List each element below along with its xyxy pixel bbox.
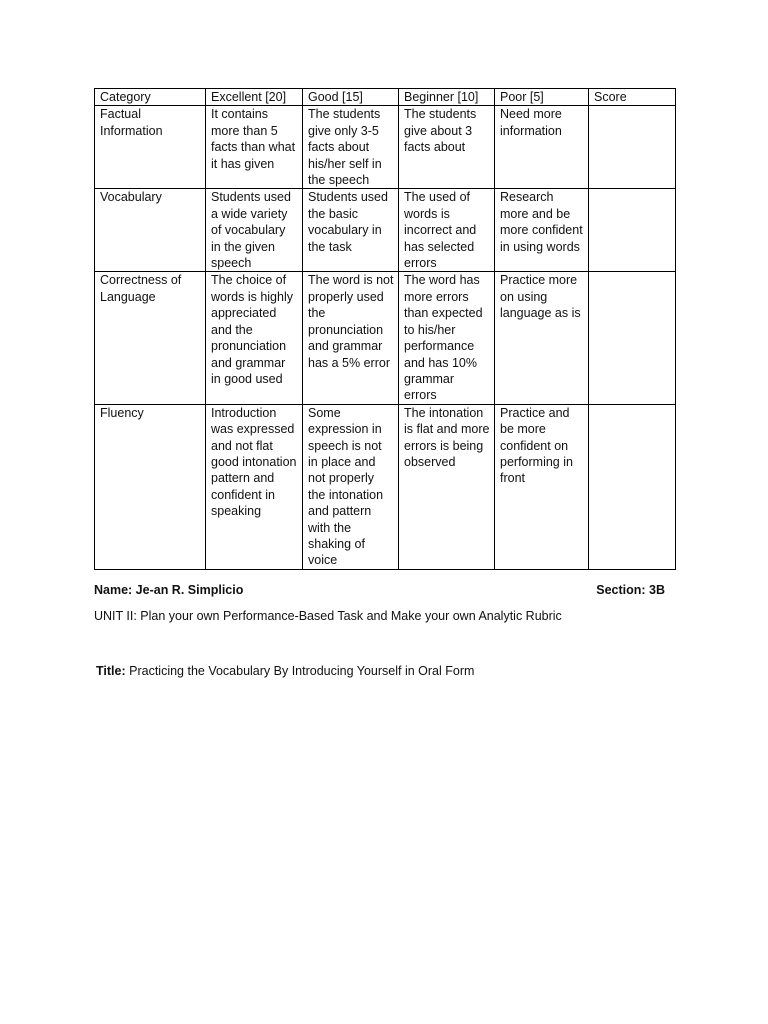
cell-score (589, 404, 676, 569)
cell-score (589, 189, 676, 272)
cell-beginner: The used of words is incorrect and has selected errors (399, 189, 495, 272)
cell-excellent: It contains more than 5 facts than what it has given (206, 106, 303, 189)
header-good: Good [15] (303, 89, 399, 106)
cell-category: Fluency (95, 404, 206, 569)
cell-poor: Practice and be more confident on performing in front (495, 404, 589, 569)
cell-poor: Research more and be more confident in using words (495, 189, 589, 272)
rubric-row-correctness-of-language (95, 272, 676, 404)
cell-good: The students give only 3-5 facts about his/her self in the speech (303, 106, 399, 189)
header-beginner: Beginner [10] (399, 89, 495, 106)
cell-poor: Need more information (495, 106, 589, 189)
student-name: Name: Je-an R. Simplicio (94, 583, 244, 597)
rubric-row-vocabulary (95, 189, 676, 272)
rubric-row-fluency (95, 404, 676, 569)
student-section: Section: 3B (596, 583, 665, 597)
cell-excellent: Students used a wide variety of vocabulary in the given speech (206, 189, 303, 272)
cell-excellent: Introduction was expressed and not flat good intonation pattern and confident in speaking (206, 404, 303, 569)
header-poor: Poor [5] (495, 89, 589, 106)
cell-good: The word is not properly used the pronunciation and grammar has a 5% error (303, 272, 399, 404)
cell-category: Correctness of Language (95, 272, 206, 404)
student-info-line (94, 583, 665, 597)
cell-beginner: The students give about 3 facts about (399, 106, 495, 189)
header-excellent: Excellent [20] (206, 89, 303, 106)
cell-score (589, 106, 676, 189)
cell-poor: Practice more on using language as is (495, 272, 589, 404)
cell-category: Factual Information (95, 106, 206, 189)
cell-beginner: The word has more errors than expected to his/her performance and has 10% grammar errors (399, 272, 495, 404)
task-title-text: Practicing the Vocabulary By Introducing Yourself in Oral Form (125, 664, 475, 678)
header-category: Category (95, 89, 206, 106)
rubric-row-factual-information (95, 106, 676, 189)
task-title-label: Title: (96, 664, 126, 678)
header-score: Score (589, 89, 676, 106)
rubric-header-row (95, 89, 676, 106)
rubric-table (94, 88, 676, 570)
task-title (96, 664, 474, 678)
cell-category: Vocabulary (95, 189, 206, 272)
cell-score (589, 272, 676, 404)
cell-good: Students used the basic vocabulary in the task (303, 189, 399, 272)
cell-good: Some expression in speech is not in place and not properly the intonation and pattern with the shaking of voice (303, 404, 399, 569)
cell-excellent: The choice of words is highly appreciated and the pronunciation and grammar in good used (206, 272, 303, 404)
unit-heading: UNIT II: Plan your own Performance-Based Task and Make your own Analytic Rubric (94, 609, 562, 623)
cell-beginner: The intonation is flat and more errors is being observed (399, 404, 495, 569)
